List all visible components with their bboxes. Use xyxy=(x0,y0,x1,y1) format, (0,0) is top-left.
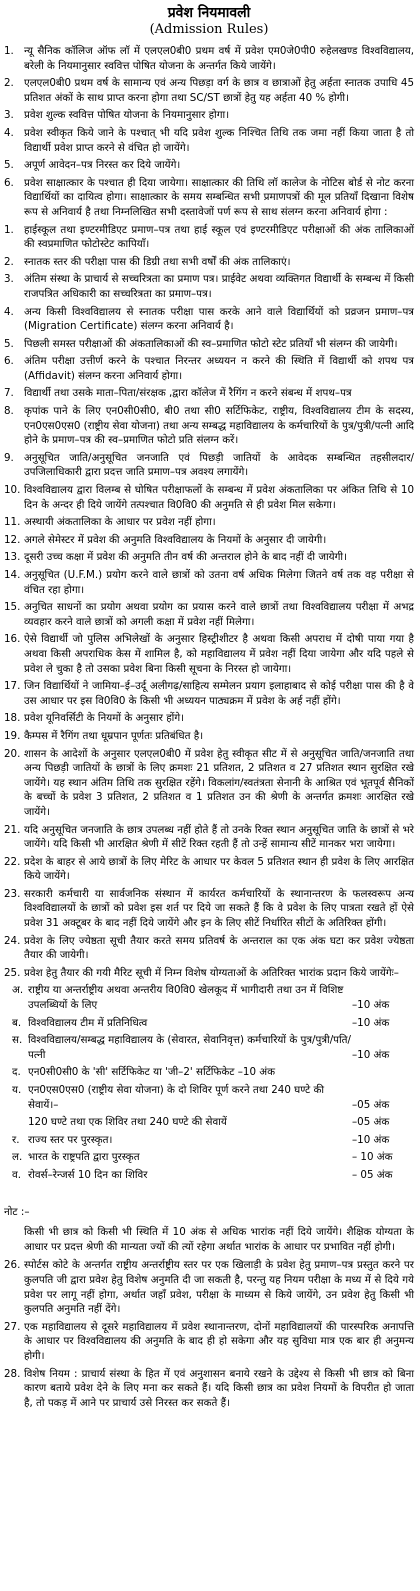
rule-number: 11. xyxy=(4,516,21,529)
weightage-item xyxy=(4,1150,414,1165)
rule-number: 8. xyxy=(4,405,14,418)
weightage-marks: –05 अंक xyxy=(352,1116,390,1129)
rule-number: 3. xyxy=(4,109,14,122)
weightage-letter: अ. xyxy=(12,984,24,997)
weightage-text: राज्य स्तर पर पुरस्कृत। xyxy=(28,1133,113,1146)
rule-text: स्नातक स्तर की परीक्षा पास की डिग्री तथा सभी वर्षों की अंक तालिकाएं। xyxy=(24,255,291,268)
rule-item xyxy=(4,176,414,220)
rule-item xyxy=(4,451,414,480)
rule-number: 13. xyxy=(4,551,21,564)
rule-item xyxy=(4,887,414,931)
page-subtitle: (Admission Rules) xyxy=(149,22,269,37)
rule-item xyxy=(4,337,414,352)
rule-text: न्यू सैनिक कॉलिज ऑफ लॉ में एलएल0बी0 प्रथम वर्ष में प्रवेश एम0जे0पी0 रुहेलखण्ड विश्वविद्यालय, बरेली के नियमानुसार स्ववित्त पोषित योजना के अन्तर्गत किये जायेंगे। xyxy=(24,45,414,72)
rule-item xyxy=(4,1320,414,1364)
weightage-item xyxy=(4,1115,414,1130)
rule-number: 18. xyxy=(4,712,21,725)
rule-number: 6. xyxy=(4,176,14,189)
rule-number: 12. xyxy=(4,533,21,546)
rule-number: 16. xyxy=(4,633,21,646)
rule-text: विद्यार्थी तथा उसके माता–पिता/संरक्षक ,द्वारा कॉलेज में रैगिंग न करने संबन्ध में शपथ–पत्र xyxy=(24,387,352,400)
rule-item xyxy=(4,729,414,744)
weightage-text: विश्वविद्यालय/सम्बद्ध महाविद्यालय के (सेवारत, सेवानिवृत्त) कर्मचारियों के पुत्र/पुत्री/पति/पत्नी xyxy=(28,1034,352,1061)
page-title: प्रवेश नियमावली xyxy=(167,5,251,21)
rule-number: 6. xyxy=(4,355,14,368)
weightage-list xyxy=(4,983,414,1182)
rule-text: प्रवेश शुल्क स्ववित्त पोषित योजना के नियमानुसार होगा। xyxy=(24,109,230,122)
note-label: नोट :– xyxy=(4,1205,30,1218)
weightage-marks: –05 अंक xyxy=(352,1098,390,1111)
rule-number: 19. xyxy=(4,729,21,742)
weightage-text: विश्वविद्यालय टीम में प्रतिनिधित्व xyxy=(28,1016,148,1029)
weightage-item xyxy=(4,1065,414,1080)
rule-text: अस्थायी अंकतालिका के आधार पर प्रवेश नहीं होगा। xyxy=(24,516,216,529)
rule-item xyxy=(4,1367,414,1411)
rule-text: यदि अनुसूचित जनजाति के छात्र उपलब्ध नहीं होते हैं तो उनके रिक्त स्थान अनुसूचित जाति के छात्रों से भरे जायेंगे। यदि किसी भी आरक्षित श्रेणी में सीटें रिक्त रहती हैं तो उन्हें सामान्य सीटें मानकर भरा जायेगा। xyxy=(24,823,414,851)
rule-item xyxy=(4,483,414,512)
rule-text: कृपांक पाने के लिए एन0सी0सी0, बी0 तथा सी0 सर्टिफिकेट, राष्ट्रीय, विश्वविद्यालय टीम के सदस्य, एन0एस0एस0 (राष्ट्रीय सेवा योजना) तथा अन्य सम्बद्ध महाविद्यालय के कर्मचारियों के पुत्र/पुत्री/पत्नी आदि होने के प्रमाण–पत्र की स्व–प्रमाणित फोटो प्रति संलग्न करें। xyxy=(24,405,414,447)
weightage-letter: ब. xyxy=(12,1016,22,1029)
rules-list-continued xyxy=(4,1258,414,1410)
rule-text: विश्वविद्यालय द्वारा विलम्ब से घोषित परीक्षाफलों के सम्बन्ध में प्रवेश अंकतालिका पर अंकित तिथि से 10 दिन के अन्दर ही दिये जायेंगे तत्पश्चात वि0वि0 की अनुमति से ही प्रवेश मिल सकेगा। xyxy=(24,484,414,511)
rule-item xyxy=(4,934,414,963)
rule-item xyxy=(4,568,414,597)
weightage-letter: र. xyxy=(12,1133,20,1146)
rule-text: प्रवेश के लिए ज्येष्ठता सूची तैयार करते समय प्रतिवर्ष के अन्तराल का एक अंक घटा कर प्रवेश ज्येष्ठता तैयार की जायेगी। xyxy=(24,934,414,962)
rule-item xyxy=(4,354,414,383)
rule-number: 3. xyxy=(4,273,14,286)
rule-item xyxy=(4,679,414,708)
rule-number: 27. xyxy=(4,1320,21,1333)
rule-item xyxy=(4,632,414,676)
rule-item xyxy=(4,76,414,105)
rule-text: स्पोर्टस कोटे के अन्तर्गत राष्ट्रीय अन्तर्राष्ट्रीय स्तर पर एक खिलाड़ी के प्रवेश हेतु प्रमाण–पत्र प्रस्तुत करने पर कुलपति जी द्वारा प्रवेश हेतु विशेष अनुमति दी जा सकती है, परन्तु यह नियम परीक्षा के मध्य में से दिये गये प्रवेश पर लागू नहीं होगा, अर्थात जहाँ प्रवेश, परीक्षा के माध्यम से किये जायेंगे, उन प्रवेश हेतु किसी भी कुलपति अनुमति नहीं देंगे। xyxy=(24,1259,414,1316)
rule-item xyxy=(4,711,414,726)
rule-text: प्रवेश यूनिवर्सिटी के नियमों के अनुसार होंगे। xyxy=(24,712,185,725)
rule-number: 22. xyxy=(4,855,21,868)
rule-item xyxy=(4,158,414,173)
weightage-item xyxy=(4,1083,414,1112)
rule-number: 24. xyxy=(4,934,21,947)
rule-number: 25. xyxy=(4,966,21,979)
rule-item xyxy=(4,855,414,884)
weightage-item xyxy=(4,1033,414,1062)
rule-text: ऐसे विद्यार्थी जो पुलिस अभिलेखों के अनुसार हिस्ट्रीशीटर है अथवा किसी अपराध में दोषी पाया गया है अथवा किसी अपराधिक केस में शामिल है, को महाविद्यालय में प्रवेश नहीं दिया जायेगा और यदि पहले से प्रवेश ले चुका है तो उसका प्रवेश बिना किसी सूचना के निरस्त हो जायेगा। xyxy=(24,633,414,675)
rule-number: 1. xyxy=(4,223,14,236)
weightage-marks: –10 अंक xyxy=(352,999,390,1012)
rule-number: 28. xyxy=(4,1367,21,1380)
weightage-text: 120 घण्टे तथा एक शिविर तथा 240 घण्टे की सेवायें xyxy=(28,1116,227,1129)
rule-text: प्रवेश स्वीकृत किये जाने के पश्चात् भी यदि प्रवेश शुल्क निश्चित तिथि तक जमा नहीं किया जाता है तो विद्यार्थी प्रवेश प्राप्त करने से वंचित हो जायेंगे। xyxy=(24,126,414,154)
rule-item xyxy=(4,404,414,448)
rule-item xyxy=(4,747,414,820)
weightage-letter: द. xyxy=(12,1066,21,1079)
weightage-marks: –10 अंक xyxy=(352,1133,390,1146)
rule-item xyxy=(4,44,414,73)
rule-number: 5. xyxy=(4,337,14,350)
rule-text: जिन विद्यार्थियों ने जामिया–ई–उर्दू अलीगढ़/साहित्य सम्मेलन प्रयाग इलाहाबाद से कोई परीक्षा पास की है वे उस आधार पर इस वि0वि0 के किसी भी अध्ययन पाठ्यक्रम में प्रवेश के अर्ह नहीं होंगे। xyxy=(24,680,414,707)
rule-text: अन्य किसी विश्वविद्यालय से स्नातक परीक्षा पास करके आने वाले विद्यार्थियों को प्रव्रजन प्रमाण–पत्र (Migration Certificate) संलग्न करना अनिवार्य है। xyxy=(24,305,414,333)
rule-text: अनुसूचित जाति/अनुसूचित जनजाति एवं पिछड़ी जातियों के आवेदक सम्बन्धित तहसीलदार/उपजिलाधिकारी द्वारा प्रदत्त जाति प्रमाण–पत्र अवश्य लगायेंगे। xyxy=(24,451,414,479)
rule-number: 7. xyxy=(4,387,14,400)
rule-number: 23. xyxy=(4,887,21,900)
weightage-letter xyxy=(12,1115,28,1130)
rule-number: 5. xyxy=(4,159,14,172)
rule-item xyxy=(4,255,414,270)
rule-item xyxy=(4,272,414,301)
rule-item xyxy=(4,386,414,401)
rule-item xyxy=(4,223,414,252)
weightage-text: राष्ट्रीय या अन्तर्राष्ट्रीय अथवा अन्तरीय वि0वि0 खेलकूद में भागीदारी तथा उन में विशिष्ट उपलब्धियों के लिए xyxy=(28,984,344,1012)
rule-number: 2. xyxy=(4,255,14,268)
weightage-marks: –10 अंक xyxy=(352,1048,390,1061)
rule-item xyxy=(4,515,414,530)
rule-item xyxy=(4,823,414,852)
rule-text: विशेष नियम : प्राचार्य संस्था के हित में एवं अनुशासन बनाये रखने के उद्देश्य से किसी भी छात्र को बिना कारण बताये प्रवेश देने के लिए मना कर सकते हैं। यदि किसी छात्र का प्रवेश नियमों के विपरीत हो जाता है, तो पकड़ में आने पर प्राचार्य उसे निरस्त कर सकते हैं। xyxy=(24,1367,414,1409)
weightage-item xyxy=(4,1168,414,1183)
rule-text: कैम्पस में रैगिंग तथा धूम्रपान पूर्णतः प्रतिबंधित है। xyxy=(24,729,204,742)
rule-number: 1. xyxy=(4,45,14,57)
rule-item xyxy=(4,600,414,629)
rule-number: 4. xyxy=(4,305,14,318)
weightage-item xyxy=(4,983,414,1012)
weightage-marks: –10 अंक xyxy=(352,1016,390,1029)
weightage-item xyxy=(4,1016,414,1031)
rule-number: 20. xyxy=(4,747,21,760)
rule-number: 2. xyxy=(4,77,14,90)
rule-text: प्रवेश साक्षात्कार के पश्चात ही दिया जायेगा। साक्षात्कार की तिथि लॉ कालेज के नोटिस बोर्ड से नोट करना विद्यार्थियों का दायित्व होगा। साक्षात्कार के समय सम्बन्धित सभी प्रमाणपत्रों की मूल प्रतियाँ दिखाना विशेष रूप से अनिवार्य है तथा निम्नलिखित सभी दस्तावेजों पर्ण रूप से साथ संलग्न करना अनिवार्य होगा : xyxy=(24,176,414,218)
weightage-item xyxy=(4,1133,414,1148)
weightage-text: भारत के राष्ट्रपति द्वारा पुरस्कृत xyxy=(28,1151,140,1164)
rule-item xyxy=(4,305,414,334)
rule-text: एलएल0बी0 प्रथम वर्ष के सामान्य एवं अन्य पिछड़ा वर्ग के छात्र व छात्राओं हेतु अर्हता स्नातक उपाधि 45 प्रतिशत अंकों के साथ प्राप्त करना होगा तथा SC/ST छात्रों हेतु यह अर्हता 40 % होगी। xyxy=(24,77,414,104)
rule-text: शासन के आदेशों के अनुसार एलएल0बी0 में प्रवेश हेतु स्वीकृत सीट में से अनुसूचित जाति/जनजाति तथा अन्य पिछड़ी जातियों के छात्रों के लिए क्रमशः 21 प्रतिशत, 2 प्रतिशत व 27 प्रतिशत स्थान सुरक्षित रखे जायेंगे। यह स्थान अंतिम तिथि तक सुरक्षित रहेंगे। विकलांग/स्वतंत्रता सेनानी के आश्रित एवं भूतपूर्व सैनिकों के बच्चों के प्रवेश 3 प्रतिशत, 2 प्रतिशत व 1 प्रतिशत उन की श्रेणी के अन्तर्गत क्रमशः आरक्षित रखे जायेंगे। xyxy=(24,747,414,818)
weightage-marks: – 05 अंक xyxy=(352,1168,393,1181)
rule-number: 10. xyxy=(4,484,21,497)
rule-text: अनुसूचित (U.F.M.) प्रयोग करने वाले छात्रों को उतना वर्ष अधिक मिलेगा जितने वर्ष तक वह परीक्षा से वंचित रहा होगा। xyxy=(24,569,414,596)
weightage-text: एन0एस0एस0 (राष्ट्रीय सेवा योजना) के दो शिविर पूर्ण करने तथा 240 घण्टे की सेवायें।– xyxy=(28,1084,325,1111)
rule-text: अनुचित साधनों का प्रयोग अथवा प्रयोग का प्रयास करने वाले छात्रों तथा विश्वविद्यालय परीक्षा में अभद्र व्यवहार करने वाले छात्रों को अगली कक्षा में प्रवेश नहीं मिलेगा। xyxy=(24,601,414,628)
note-text: किसी भी छात्र को किसी भी स्थिति में 10 अंक से अधिक भारांक नहीं दिये जायेंगे। शैक्षिक योग्यता के आधार पर प्रदत्त श्रेणी की मान्यता ज्यों की त्यों रहेगा अर्थात भारांक के आधार पर प्रभावित नहीं होगी। xyxy=(24,1226,414,1253)
rule-number: 4. xyxy=(4,126,14,139)
rule-text: अपूर्ण आवेदन–पत्र निरस्त कर दिये जायेंगे। xyxy=(24,159,181,172)
rule-number: 21. xyxy=(4,823,21,836)
weightage-letter: य. xyxy=(12,1084,22,1096)
weightage-text: एन0सी0सी0 के 'सी' सर्टिफिकेट या 'जी–2' सर्टिफिकेट –10 अंक xyxy=(28,1066,276,1079)
rule-number: 15. xyxy=(4,601,21,614)
rule-item xyxy=(4,108,414,123)
rule-text: अगले सेमेस्टर में प्रवेश की अनुमति विश्वविद्यालय के नियमों के अनुसार दी जायेगी। xyxy=(24,533,327,546)
rule-text: अंतिम परीक्षा उत्तीर्ण करने के पश्चात निरन्तर अध्ययन न करने की स्थिति में विद्यार्थी को शपथ पत्र (Affidavit) संलग्न करना अनिवार्य होगा। xyxy=(24,355,414,382)
rule-item xyxy=(4,966,414,981)
rule-text: प्रदेश के बाहर से आये छात्रों के लिए मेरिट के आधार पर केवल 5 प्रतिशत स्थान ही प्रवेश के लिए आरक्षित किये जायेंगे। xyxy=(24,855,414,883)
rule-item xyxy=(4,533,414,548)
rule-number: 26. xyxy=(4,1259,21,1272)
rule-number: 17. xyxy=(4,680,21,693)
rule-text: सरकारी कर्मचारी या सार्वजनिक संस्थान में कार्यरत कर्मचारियों के स्थानान्तरण के फलस्वरूप अन्य विश्वविद्यालयों के छात्रों को प्रवेश इस शर्त पर दिये जा सकते हैं कि वे प्रवेश के लिए पात्रता रखते हों ऐसे प्रवेश 31 अक्टूबर के बाद नहीं दिये जायेंगे और इन के लिए सीटें निर्धारित सीटों के अतिरिक्त होंगी। xyxy=(24,887,414,930)
rule-text: एक महाविद्यालय से दूसरे महाविद्यालय में प्रवेश स्थानान्तरण, दोनों महाविद्यालयों की पारस्परिक अनापत्ति के आधार पर विश्वविद्यालय की अनुमति के बाद ही हो सकेगा और यह सुविधा मात्र एक बार ही अनुमन्य होगी। xyxy=(24,1320,414,1362)
rule-number: 9. xyxy=(4,451,14,464)
rule-number: 14. xyxy=(4,569,21,581)
rules-list xyxy=(4,44,414,980)
rule-item xyxy=(4,550,414,565)
rule-text: दूसरी उच्च कक्षा में प्रवेश की अनुमति तीन वर्ष की अन्तराल होने के बाद नहीं दी जायेगी। xyxy=(24,551,347,564)
rule-text: प्रवेश हेतु तैयार की गयी मैरिट सूची में निम्न विशेष योग्यताओं के अतिरिक्त भारांक प्रदान किये जायेंगेः– xyxy=(24,966,399,979)
rule-text: पिछली समस्त परीक्षाओं की अंकतालिकाओं की स्व–प्रमाणित फोटो स्टेट प्रतियाँ भी संलग्न की जायेगी। xyxy=(24,337,398,350)
weightage-letter: स. xyxy=(12,1034,23,1047)
weightage-marks: – 10 अंक xyxy=(352,1151,393,1164)
weightage-letter: ल. xyxy=(12,1151,23,1164)
rule-text: अंतिम संस्था के प्राचार्य से सच्चरित्रता का प्रमाण पत्र। प्राईवेट अथवा व्यक्तिगत विद्यार्थी के सम्बन्ध में किसी राजपत्रित अधिकारी का सच्चरित्रता का प्रमाण–पत्र। xyxy=(24,273,414,300)
weightage-text: रोवर्स–रेन्जर्स 10 दिन का शिविर xyxy=(28,1168,148,1181)
rule-item xyxy=(4,1258,414,1316)
rule-item xyxy=(4,126,414,155)
weightage-letter: व. xyxy=(12,1168,21,1181)
rule-text: हाईस्कूल तथा इण्टरमीडिएट प्रमाण–पत्र तथा हाई स्कूल एवं इण्टरमीडिएट परीक्षाओं की अंक तालिकाओं की स्वप्रमाणित फोटोस्टेट कापियाँ। xyxy=(24,223,414,251)
